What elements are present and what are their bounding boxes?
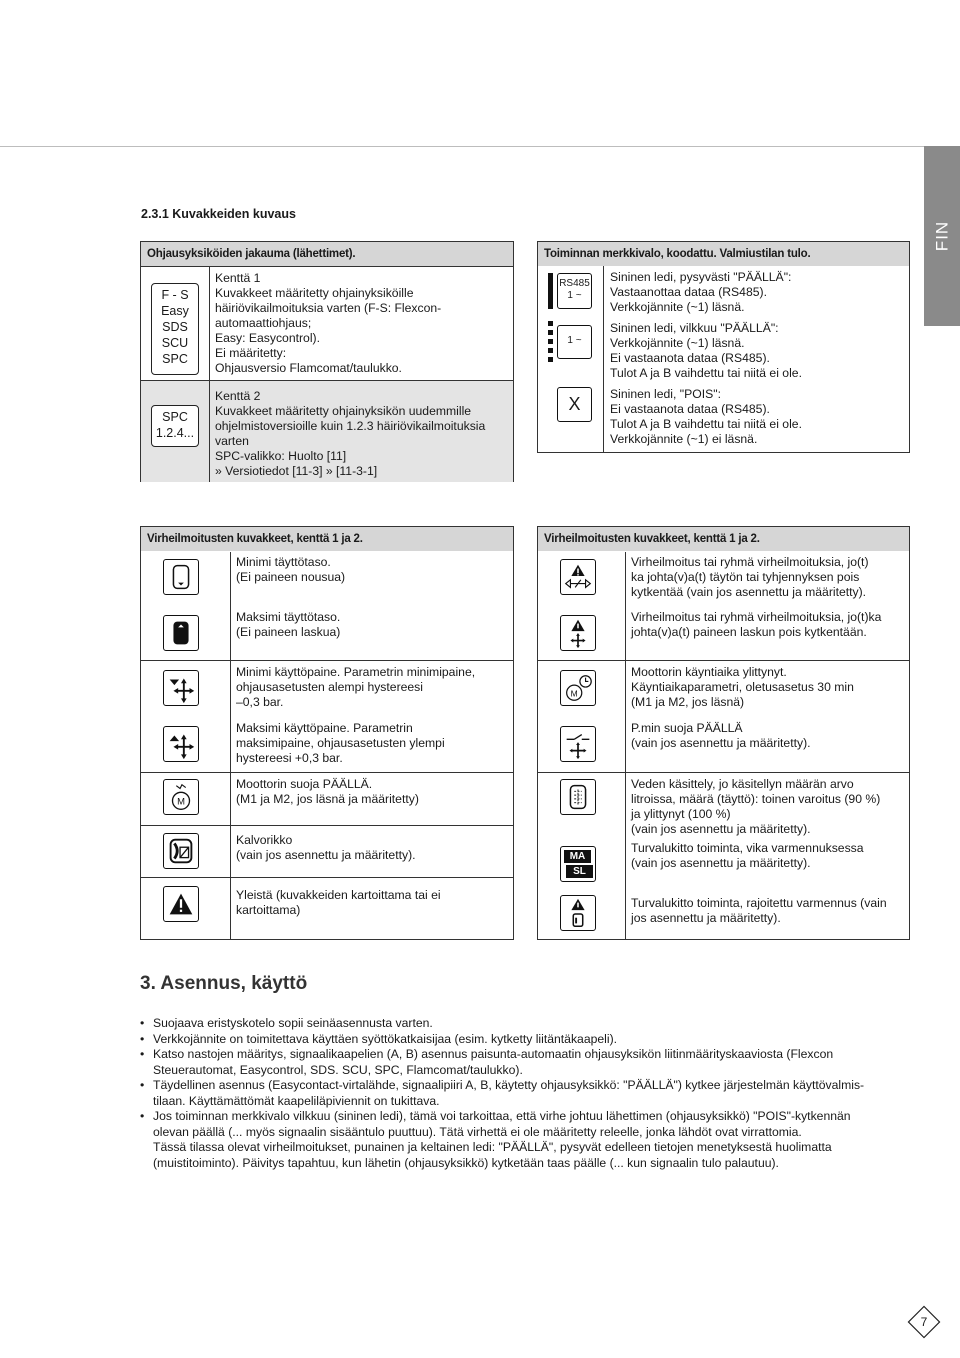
text-line: Minimi täyttötaso. bbox=[236, 555, 331, 569]
text-line: (vain jos asennettu ja määritetty). bbox=[631, 856, 811, 870]
text-line: Sininen ledi, pysyvästi "PÄÄLLÄ": bbox=[610, 270, 792, 284]
text-line: (M1 ja M2, jos läsnä ja määritetty) bbox=[236, 792, 419, 806]
distribution-text-2 bbox=[209, 381, 513, 482]
error-text-5 bbox=[236, 777, 419, 807]
distribution-table bbox=[140, 241, 514, 482]
text-line: (vain jos asennettu ja määritetty). bbox=[631, 736, 811, 750]
text-line: Turvalukitto toiminta, rajoitettu varmennus (vain bbox=[631, 896, 887, 910]
section-title: 2.3.1 Kuvakkeiden kuvaus bbox=[141, 207, 296, 221]
pressure-min-icon bbox=[163, 670, 199, 706]
text-line: Moottorin suoja PÄÄLLÄ. bbox=[236, 777, 373, 791]
vessel-max-icon bbox=[163, 615, 199, 651]
fill-valve-warning-icon bbox=[560, 559, 596, 595]
errors-left-table bbox=[140, 526, 514, 940]
text-line: Ei vastaanota dataa (RS485). bbox=[610, 351, 770, 365]
text-line: Kenttä 2 bbox=[215, 389, 261, 403]
group-separator bbox=[538, 772, 909, 773]
error-text-2 bbox=[236, 610, 340, 640]
pressure-max-icon bbox=[163, 726, 199, 762]
signal-text-1 bbox=[610, 270, 791, 315]
error-text-3 bbox=[236, 665, 475, 710]
text-line: Steuerautomat, Easycontrol, SDS. SCU, SPC, Flamcomat/taulukko). bbox=[153, 1062, 523, 1077]
text-line: » Versiotiedot [11-3] » [11-3-1] bbox=[215, 464, 378, 478]
text-line: johta(v)a(t) paineen laskun pois kytkentään. bbox=[631, 625, 867, 639]
text-line: tilaan. Käyttämättömät kaapeliläpiviennit on tukittava. bbox=[153, 1093, 440, 1108]
general-warning-icon bbox=[163, 886, 199, 922]
text-line: Kalvorikko bbox=[236, 833, 293, 847]
svg-text:M: M bbox=[177, 796, 185, 808]
text-line: Verkkojännite (~1) läsnä. bbox=[610, 336, 745, 350]
text-line: Minimi käyttöpaine. Parametrin minimipaine, bbox=[236, 665, 476, 679]
text-line: Maksimi täyttötaso. bbox=[236, 610, 341, 624]
list-item bbox=[140, 1047, 920, 1078]
error-text-6 bbox=[236, 833, 416, 863]
rs485-label: RS485 bbox=[559, 278, 590, 289]
text-line: • Jos toiminnan merkkivalo vilkkuu (sininen ledi), tämä voi tarkoittaa, että virhe johtuu lähettimen (ohjausyksikkö) "POIS"-kytkennän bbox=[153, 1109, 851, 1123]
header-rule bbox=[0, 146, 924, 147]
membrane-breakage-icon bbox=[163, 833, 199, 869]
phase-label: 1 ~ bbox=[567, 290, 582, 301]
vessel-min-icon bbox=[163, 559, 199, 595]
text-line: Ohjausversio Flamcomat/taulukko. bbox=[215, 361, 402, 375]
text-line: Kuvakkeet määritetty ohjainyksiköille bbox=[215, 286, 414, 300]
rs485-led-icon bbox=[548, 273, 596, 309]
blinking-led-icon bbox=[548, 321, 596, 361]
text-line: Yleistä (kuvakkeiden kartoittama tai ei bbox=[236, 888, 441, 902]
errors-left-divider bbox=[230, 552, 231, 939]
errors-right-divider bbox=[625, 552, 626, 939]
language-tab bbox=[924, 146, 960, 326]
text-line: P.min suoja PÄÄLLÄ bbox=[631, 721, 743, 735]
group-separator bbox=[141, 825, 513, 826]
distribution-row-2 bbox=[141, 380, 513, 482]
text-line: SPC-valikko: Huolto [11] bbox=[215, 449, 347, 463]
group-separator bbox=[538, 660, 909, 661]
error-text-1 bbox=[236, 555, 345, 585]
error-text-7 bbox=[236, 888, 441, 918]
code-easy: Easy bbox=[161, 304, 189, 318]
led-off-icon bbox=[557, 387, 592, 422]
text-line: Moottorin käyntiaika ylittynyt. bbox=[631, 665, 787, 679]
text-line: Sininen ledi, vilkkuu "PÄÄLLÄ": bbox=[610, 321, 779, 335]
signal-table bbox=[537, 241, 910, 453]
list-item bbox=[140, 1078, 920, 1109]
text-line: litroissa, määrä (täyttö): toinen varoitus (90 %) bbox=[631, 792, 881, 806]
text-line: (vain jos asennettu ja määritetty). bbox=[236, 848, 416, 862]
text-line: ohjelmistoversioille kuin 1.2.3 häiriövikailmoituksia bbox=[215, 419, 486, 433]
distribution-header: Ohjausyksiköiden jakauma (lähettimet). bbox=[141, 242, 513, 266]
sl-label: SL bbox=[566, 865, 593, 878]
error-right-text-7 bbox=[631, 896, 887, 926]
safety-lock-restriction-icon bbox=[560, 895, 596, 931]
list-item bbox=[140, 1032, 920, 1048]
error-right-text-1 bbox=[631, 555, 869, 600]
text-line: Ei määritetty: bbox=[215, 346, 287, 360]
motor-protection-icon bbox=[163, 779, 199, 815]
text-line: (vain jos asennettu ja määritetty). bbox=[631, 822, 811, 836]
text-line: Ei vastaanota dataa (RS485). bbox=[610, 402, 770, 416]
error-right-text-2 bbox=[631, 610, 881, 640]
text-line: hystereesi +0,3 bar. bbox=[236, 751, 343, 765]
error-text-4 bbox=[236, 721, 445, 766]
text-line: Easy: Easycontrol). bbox=[215, 331, 320, 345]
phase-label: 1 ~ bbox=[567, 335, 582, 346]
code-scu: SCU bbox=[161, 336, 189, 350]
list-item bbox=[140, 1109, 920, 1171]
text-line: Virheilmoitus tai ryhmä virheilmoituksia, jo(t)ka bbox=[631, 610, 882, 624]
text-line: (M1 ja M2, jos läsnä) bbox=[631, 695, 745, 709]
code-spc: SPC bbox=[162, 352, 188, 366]
distribution-row-1 bbox=[141, 266, 513, 380]
list-item bbox=[140, 1016, 920, 1032]
text-line: jos asennettu ja määritetty). bbox=[631, 911, 781, 925]
error-right-text-5 bbox=[631, 777, 880, 837]
water-treatment-icon bbox=[560, 779, 596, 815]
signal-header: Toiminnan merkkivalo, koodattu. Valmiustilan tulo. bbox=[538, 242, 909, 266]
text-line: Turvalukitto toiminta, vika varmennuksessa bbox=[631, 841, 864, 855]
code-spc: SPC bbox=[162, 410, 188, 424]
cross-label: X bbox=[568, 394, 581, 414]
text-line: Vastaanottaa dataa (RS485). bbox=[610, 285, 767, 299]
text-line: ohjausasetusten alempi hystereesi bbox=[236, 680, 423, 694]
code-version: 1.2.4... bbox=[155, 426, 195, 440]
section-3-title: 3. Asennus, käyttö bbox=[140, 973, 308, 994]
text-line: Tulot A ja B vaihdettu tai niitä ei ole. bbox=[610, 366, 802, 380]
error-right-text-4 bbox=[631, 721, 811, 751]
signal-text-2 bbox=[610, 321, 802, 381]
ma-label: MA bbox=[564, 850, 591, 863]
text-line: Käyntiaikaparametri, oletusasetus 30 min bbox=[631, 680, 854, 694]
text-line: Verkkojännite (~1) läsnä. bbox=[610, 300, 745, 314]
text-line: automaattiohjaus; bbox=[215, 316, 312, 330]
errors-right-header: Virheilmoitusten kuvakkeet, kenttä 1 ja 2. bbox=[538, 527, 909, 551]
page-number: 7 bbox=[920, 1315, 928, 1329]
safety-lock-icon bbox=[560, 846, 596, 882]
code-fs: F - S bbox=[161, 288, 189, 302]
error-right-text-3 bbox=[631, 665, 854, 710]
pmin-protection-icon bbox=[560, 726, 596, 762]
svg-text:M: M bbox=[570, 688, 578, 699]
text-line: olevan päällä (... myös signaalin sisääntulo puuttuu). Tätä virhettä ei ole määritetty releelle, jonka lähdöt ovat virrattomia. bbox=[153, 1124, 802, 1139]
group-separator bbox=[141, 660, 513, 661]
errors-left-header: Virheilmoitusten kuvakkeet, kenttä 1 ja 2. bbox=[141, 527, 513, 551]
text-line: häiriövikailmoituksia varten (F-S: Flexcon- bbox=[215, 301, 442, 315]
text-line: (Ei paineen laskua) bbox=[236, 625, 341, 639]
device-code-box bbox=[151, 405, 199, 447]
text-line: (Ei paineen nousua) bbox=[236, 570, 346, 584]
language-label: FIN bbox=[932, 220, 952, 252]
text-line: –0,3 bar. bbox=[236, 695, 284, 709]
text-line: ja ylittynyt (100 %) bbox=[631, 807, 731, 821]
distribution-text-1 bbox=[209, 267, 513, 380]
text-line: • Katso nastojen määritys, signaalikaapelien (A, B) asennus paisunta-automaatin ohjausyksikön liitinmäärityskaaviosta (Flexcon bbox=[153, 1047, 834, 1061]
text-line: Tulot A ja B vaihdettu tai niitä ei ole. bbox=[610, 417, 802, 431]
error-right-text-6 bbox=[631, 841, 864, 871]
text-line: Kuvakkeet määritetty ohjainyksikön uudemmille bbox=[215, 404, 472, 418]
text-line: Suojaava eristyskotelo sopii seinäasennusta varten. bbox=[153, 1016, 433, 1030]
errors-right-table bbox=[537, 526, 910, 940]
text-line: varten bbox=[215, 434, 249, 448]
text-line: ka johta(v)a(t) täytön tai tyhjennyksen pois bbox=[631, 570, 860, 584]
text-line: maksimipaine, ohjausasetusten ylempi bbox=[236, 736, 445, 750]
text-line: Virheilmoitus tai ryhmä virheilmoituksia, jo(t) bbox=[631, 555, 869, 569]
text-line: kartoittama) bbox=[236, 903, 301, 917]
device-code-box bbox=[151, 283, 199, 375]
page-number-badge bbox=[905, 1303, 943, 1341]
text-line: Tässä tilassa olevat virheilmoitukset, punainen ja keltainen ledi: "PÄÄLLÄ", pysyvät edelleen tietojen menetyksestä huolimatta bbox=[153, 1140, 832, 1154]
signal-divider bbox=[603, 266, 604, 452]
text-line: Kenttä 1 bbox=[215, 271, 261, 285]
text-line: • Täydellinen asennus (Easycontact-virtalähde, signaalipiiri A, B, käytetty ohjausyksikkö: "PÄÄLLÄ") kytkee järjestelmän käyttövalmis- bbox=[153, 1078, 865, 1092]
text-line: Veden käsittely, jo käsitellyn määrän arvo bbox=[631, 777, 854, 791]
text-line: kytkentää (vain jos asennettu ja määritetty). bbox=[631, 585, 867, 599]
group-separator bbox=[141, 877, 513, 878]
text-line: Verkkojännite (~1) ei läsnä. bbox=[610, 432, 758, 446]
installation-list bbox=[140, 1016, 920, 1171]
signal-text-3 bbox=[610, 387, 802, 447]
text-line: (muistitoiminto). Päivitys tapahtuu, kun lähetin (ohjausyksikkö) kytketään taas päälle (... kun signaalin tulo palautuu). bbox=[153, 1155, 779, 1170]
text-line: Sininen ledi, "POIS": bbox=[610, 387, 721, 401]
text-line: Maksimi käyttöpaine. Parametrin bbox=[236, 721, 413, 735]
pressure-drop-warning-icon bbox=[560, 615, 596, 651]
motor-runtime-icon bbox=[560, 670, 596, 706]
code-sds: SDS bbox=[162, 320, 188, 334]
group-separator bbox=[141, 772, 513, 773]
text-line: Verkkojännite on toimitettava käyttäen syöttökatkaisijaa (esim. kytketty liitäntäkaapeli). bbox=[153, 1031, 618, 1046]
